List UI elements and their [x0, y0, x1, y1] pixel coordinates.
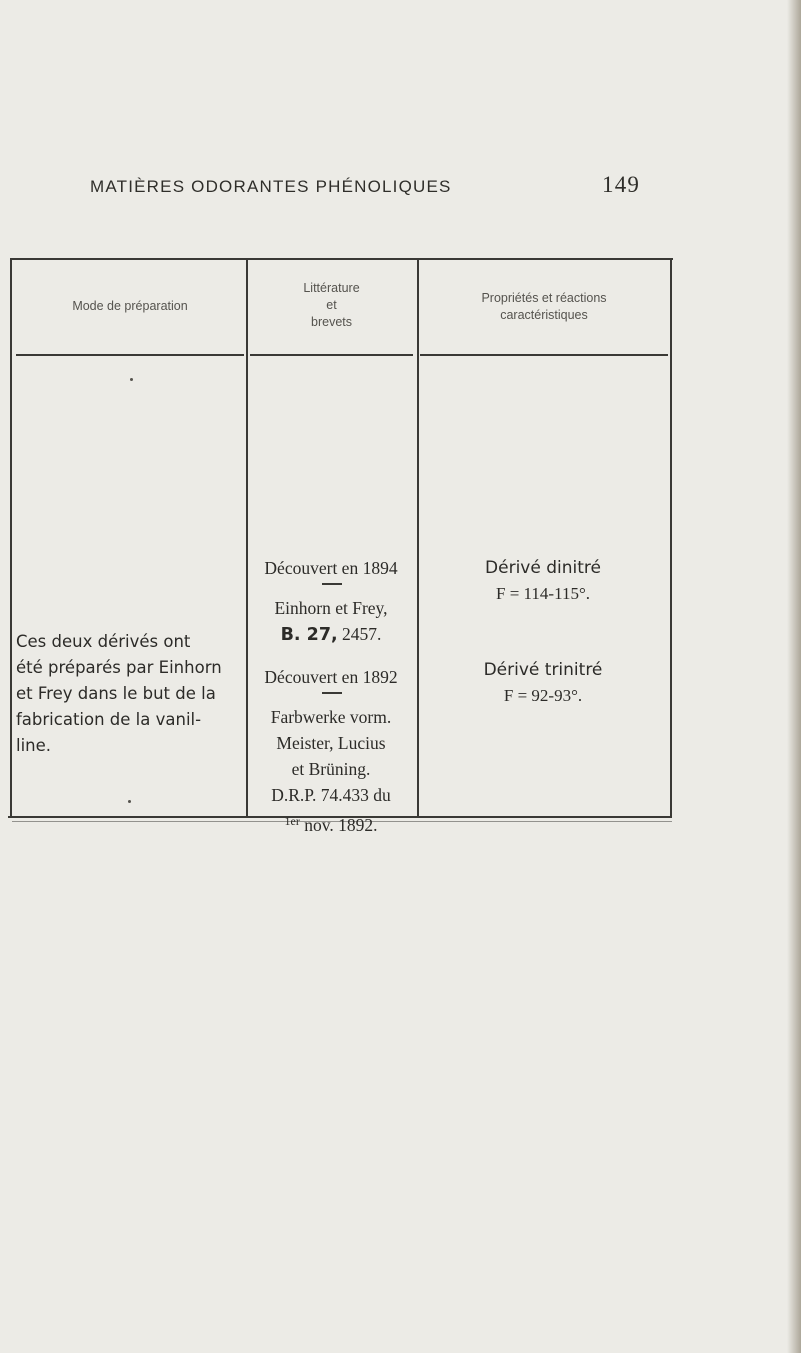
left-border: [10, 258, 12, 817]
lit-entry2-line3: Meister, Lucius: [276, 733, 386, 753]
col1-line: été préparés par Einhorn: [16, 658, 222, 677]
col1-line: Ces deux dérivés ont: [16, 632, 191, 651]
col-divider-1: [246, 258, 248, 817]
lit-entry2-line1: Découvert en 1892: [264, 667, 398, 687]
separator-dash: [250, 581, 412, 595]
header-rule-col1: [16, 354, 244, 356]
header-rule-col3: [420, 354, 668, 356]
col-litterature: [250, 555, 412, 838]
prop-entry2-value: F = 92-93°.: [503, 686, 583, 705]
header-rule-col2: [250, 354, 413, 356]
col-divider-2: [417, 258, 419, 817]
prop-entry1-value: F = 114-115°.: [496, 584, 590, 603]
lit-entry2-line6-sup: 1er: [284, 814, 300, 828]
col1-line: fabrication de la vanil-: [16, 710, 202, 729]
lit-entry1-line2: Einhorn et Frey,: [274, 598, 388, 618]
prop-entry2-title: Dérivé trinitré: [483, 660, 603, 680]
header-proprietes: Propriétés et réactions caractéristiques: [481, 291, 607, 322]
separator-dash: [250, 690, 412, 704]
lit-entry2-line6-rest: nov. 1892.: [304, 815, 378, 835]
running-head-title: MATIÈRES ODORANTES PHÉNOLIQUES: [90, 177, 452, 196]
lit-entry2-line6: [250, 808, 412, 838]
prop-entry1-title: Dérivé dinitré: [485, 558, 601, 578]
col-proprietes: [418, 555, 668, 709]
header-litterature: Littérature et brevets: [303, 281, 360, 329]
lit-entry1-ref: [250, 621, 412, 648]
lit-entry1-ref-rest: 2457.: [342, 624, 382, 644]
right-border: [670, 258, 672, 817]
page-number: 149: [602, 172, 641, 197]
col-mode-preparation: [16, 629, 244, 759]
stray-dot-bottom: [128, 800, 131, 803]
lit-entry1-ref-bold: B. 27,: [280, 625, 338, 645]
lit-entry2-line4: et Brüning.: [291, 759, 371, 779]
lit-entry1-line1: Découvert en 1894: [264, 558, 398, 578]
header-mode-preparation: Mode de préparation: [72, 299, 188, 313]
lit-entry2-line5: D.R.P. 74.433 du: [271, 785, 391, 805]
col1-line: line.: [16, 736, 52, 755]
table-top-rule: [10, 258, 673, 260]
col1-line: et Frey dans le but de la: [16, 684, 216, 703]
lit-entry2-line2: Farbwerke vorm.: [270, 707, 392, 727]
stray-dot-top: [130, 378, 133, 381]
